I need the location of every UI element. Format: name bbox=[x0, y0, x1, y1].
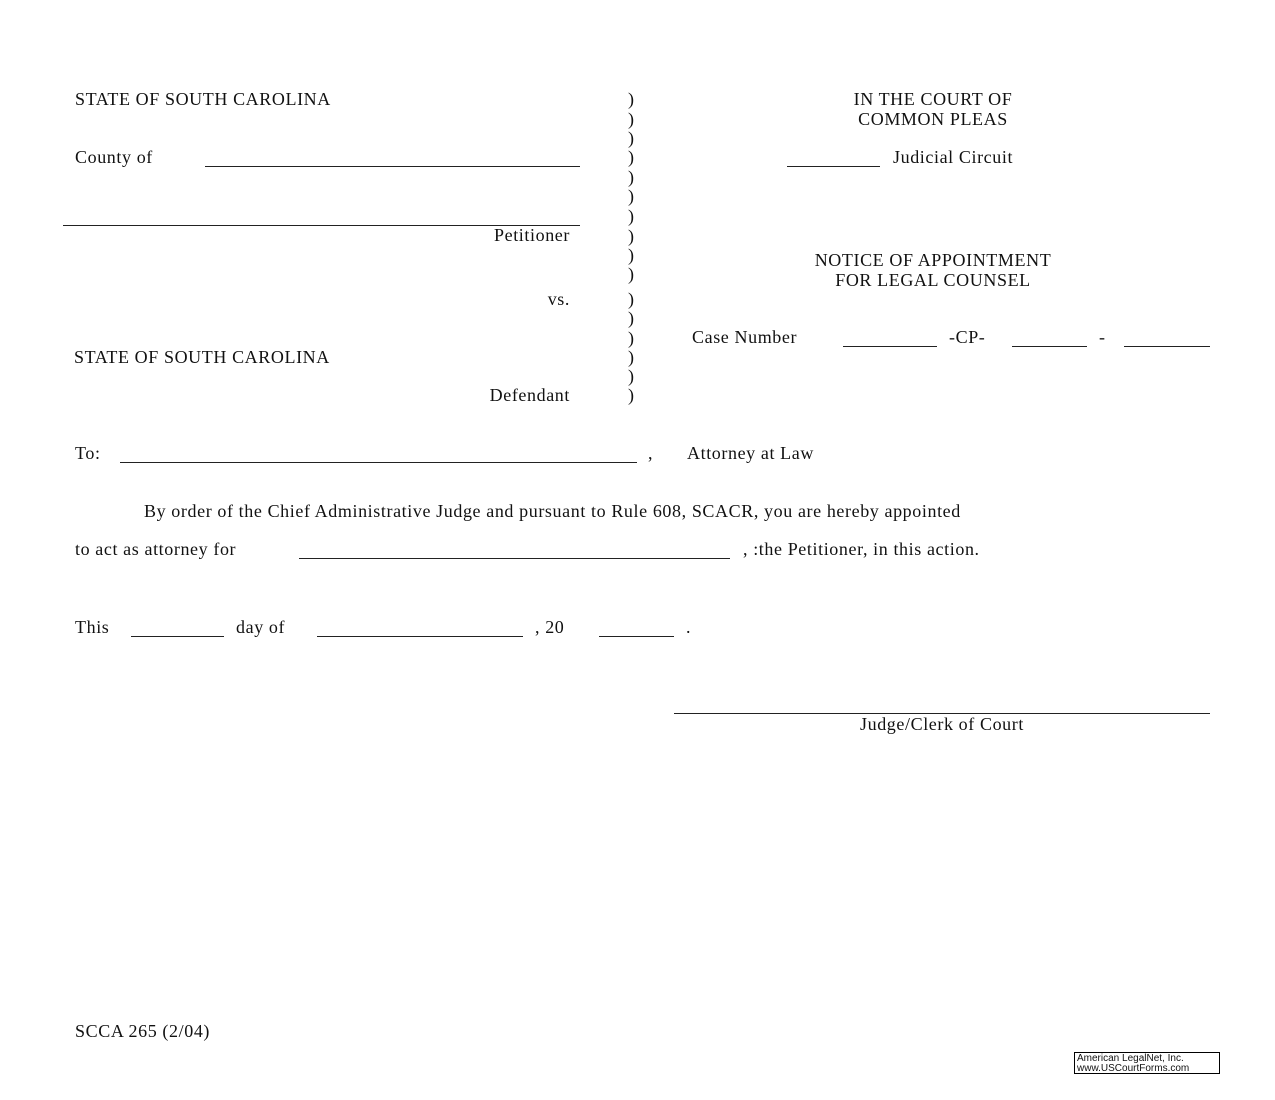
defendant-name: STATE OF SOUTH CAROLINA bbox=[74, 347, 330, 367]
year-field[interactable] bbox=[599, 636, 674, 637]
signature-label: Judge/Clerk of Court bbox=[860, 714, 1024, 734]
caption-bracket: ) bbox=[628, 328, 635, 348]
form-number: SCCA 265 (2/04) bbox=[75, 1021, 211, 1041]
year-prefix: , 20 bbox=[535, 617, 565, 637]
form-title-line1: NOTICE OF APPOINTMENT bbox=[814, 250, 1052, 270]
order-paragraph-end: , :the Petitioner, in this action. bbox=[743, 539, 980, 559]
attorney-at-law-label: Attorney at Law bbox=[687, 443, 814, 463]
court-name-line1: IN THE COURT OF bbox=[853, 89, 1013, 109]
caption-bracket: ) bbox=[628, 147, 635, 167]
publisher-stamp bbox=[1074, 1052, 1220, 1074]
to-label: To: bbox=[75, 443, 101, 463]
caption-bracket: ) bbox=[628, 186, 635, 206]
petitioner-name-field[interactable] bbox=[299, 558, 730, 559]
court-name-line2: COMMON PLEAS bbox=[858, 109, 1008, 129]
month-field[interactable] bbox=[317, 636, 523, 637]
caption-bracket: ) bbox=[628, 366, 635, 386]
vs-label: vs. bbox=[547, 289, 570, 309]
day-field[interactable] bbox=[131, 636, 224, 637]
county-field[interactable] bbox=[205, 166, 580, 167]
to-comma: , bbox=[648, 443, 654, 463]
state-heading: STATE OF SOUTH CAROLINA bbox=[75, 89, 331, 109]
caption-bracket: ) bbox=[628, 167, 635, 187]
caption-bracket: ) bbox=[628, 226, 635, 246]
caption-bracket: ) bbox=[628, 347, 635, 367]
order-paragraph-line2: to act as attorney for bbox=[75, 539, 237, 559]
case-suffix-field[interactable] bbox=[1124, 346, 1210, 347]
day-of-label: day of bbox=[236, 617, 286, 637]
county-label: County of bbox=[75, 147, 153, 167]
case-year-field[interactable] bbox=[843, 346, 937, 347]
caption-bracket: ) bbox=[628, 385, 635, 405]
judicial-circuit-label: Judicial Circuit bbox=[893, 147, 1014, 167]
date-period: . bbox=[686, 617, 692, 637]
stamp-line2: www.USCourtForms.com bbox=[1077, 1063, 1190, 1074]
case-cp-label: -CP- bbox=[949, 327, 986, 347]
caption-bracket: ) bbox=[628, 128, 635, 148]
petitioner-label: Petitioner bbox=[494, 225, 570, 245]
form-title-line2: FOR LEGAL COUNSEL bbox=[835, 270, 1031, 290]
caption-bracket: ) bbox=[628, 89, 635, 109]
defendant-label: Defendant bbox=[489, 385, 570, 405]
attorney-name-field[interactable] bbox=[120, 462, 637, 463]
caption-bracket: ) bbox=[628, 289, 635, 309]
caption-bracket: ) bbox=[628, 109, 635, 129]
caption-bracket: ) bbox=[628, 308, 635, 328]
order-paragraph-line1: By order of the Chief Administrative Judge and pursuant to Rule 608, SCACR, you are hereby appointed bbox=[144, 501, 961, 521]
caption-bracket: ) bbox=[628, 245, 635, 265]
case-dash: - bbox=[1099, 327, 1106, 347]
date-this-label: This bbox=[75, 617, 110, 637]
case-number-field[interactable] bbox=[1012, 346, 1087, 347]
case-number-label: Case Number bbox=[692, 327, 798, 347]
stamp-line1: American LegalNet, Inc. bbox=[1077, 1053, 1184, 1064]
circuit-field[interactable] bbox=[787, 166, 880, 167]
caption-bracket: ) bbox=[628, 264, 635, 284]
caption-bracket: ) bbox=[628, 206, 635, 226]
